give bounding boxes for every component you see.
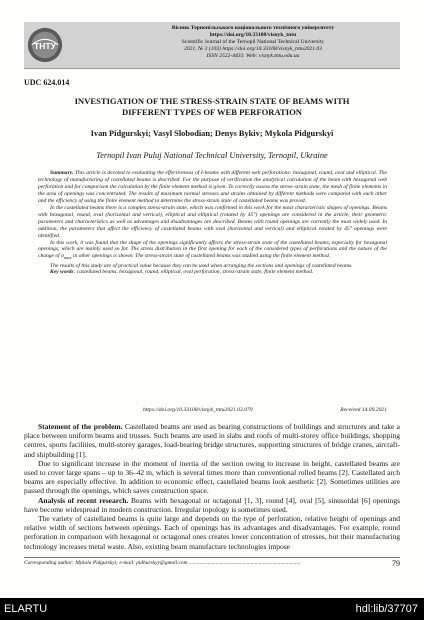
page-number: 79 xyxy=(392,559,400,568)
journal-name-ua: Вісник Тернопільського національного технічного університету xyxy=(171,25,335,31)
article-title xyxy=(24,96,400,117)
summary-text: This article is devoted to evaluating the effectiveness of I-beams with different web perforations: hexagonal, round, oval and elliptical. The technology of manufacturing of castellated beams is described. For the purpose of verification the analytical calculation of the beam with hexagonal web perforation and for comparison the calculation by the finite element method is given. To correctly assess the stress–strain state, the mesh of finite elements in the area of openings was concentrated. The results of maximum normal stresses and strains obtained by different methods were compared with each other and the efficiency of using the finite element method to determine the stress-strain state of castellated beams was proved. xyxy=(38,170,388,204)
issn-line: ISSN 2522-4433. Web: visnyk.tntu.edu.ua xyxy=(206,53,300,59)
issue-line: 2021, № 3 (103) https://doi.org/10.33108/visnyk_tntu2021.03 xyxy=(183,46,323,52)
journal-header-banner xyxy=(24,22,400,69)
abstract-paragraph xyxy=(38,240,387,263)
udc-code: UDC 624.014 xyxy=(24,78,70,87)
abstract-paragraph: The results of this study are of practical value because they can be used when arranging the sections and openings of castellated beams. xyxy=(50,262,353,269)
svg-text:ТНТУ: ТНТУ xyxy=(34,40,56,51)
analysis-text: Beams with hexagonal or octagonal [1, 3], round [4], oval [5], sinusoidal [6] openings have become widespread in modern construction. Irregular topology is sometimes used. xyxy=(24,495,400,514)
title-line-1: INVESTIGATION OF THE STRESS-STRAIN STATE OF BEAMS WITH xyxy=(74,96,350,106)
body-paragraph xyxy=(24,496,400,514)
received-date: Received 14.09.2021 xyxy=(340,407,387,413)
title-line-2: DIFFERENT TYPES OF WEB PERFORATION xyxy=(121,106,303,117)
body-paragraph: The variety of castellated beams is quite large and depends on the type of perforation, relative height of openings and relative width of sections between openings. Each of openings has its advantages and disadvantages. For example, round perforation in comparison with hexagonal or octagonal ones creates lower concentration of stresses, but their manufacturing technology increases metal waste. Also, existing beam manufacture technologies impose xyxy=(24,514,400,551)
repository-bar xyxy=(0,598,424,620)
abstract-paragraph xyxy=(38,170,387,205)
authors: Ivan Pidgurskyi; Vasyl Slobodian; Denys Bykiv; Mykola Pidgurskyi xyxy=(90,129,334,138)
journal-header-text xyxy=(108,25,398,60)
body-paragraph: Due to significant increase in the moment of inertia of the section owing to increase in height, castellated beams are used to cover large spans – up to 36–42 m, which is several times more than conventional rolled beams [2]. Castellated arch beams are especially effective. In addition to economic effect, castellated beams look aesthetic [2]. Sometimes utilities are passed through the openings, which saves construction space. xyxy=(24,458,400,496)
keywords-text: : castellated beams, hexagonal, round, elliptical, oval perforation, stress-strain state, finite element method. xyxy=(73,269,314,276)
keywords-label: Key words xyxy=(50,269,74,276)
page-footer xyxy=(24,557,400,566)
repository-name[interactable]: ELARTU xyxy=(4,603,48,615)
tntu-logo-icon xyxy=(26,26,64,64)
corresponding-author: Corresponding author: Mykola Pidgurskyi; e-mail: pidhurskyy@gmail.com ................................................................................... xyxy=(24,560,301,566)
abstract xyxy=(38,170,387,276)
abstract-paragraph: In the castellated beams there is a complex stress-strain state, which was confirmed in this work for the most characteristic shapes of openings. Beams with hexagonal, round, oval (horizontal and vertical), elliptical and elliptical (rotated by 45°) openings are considered in the article, their geometric parameters and characteristics as well as advantages and disadvantages are described. Beams with round openings are currently the most widely used. In addition, the parameters that affect the efficiency of castellated beams with oval (horizontal and vertical) and elliptical rotated by 45° openings were identified. xyxy=(38,204,387,239)
sigma-subscript: max xyxy=(63,255,72,261)
summary-label: Summary. xyxy=(50,170,74,176)
article-body xyxy=(24,422,400,551)
statement-text: Castellated beams are used as bearing constructions of buildings and structures and take a place between uniform beams and trusses. Such beams are used in slabs and roofs of multi-storey office buildings, shopping centres, sports facilities, multi-storey garages, load-bearing bridge structures, supporting structures of bridge cranes, aircraft- and shipbuilding [1]. xyxy=(24,422,400,459)
body-paragraph xyxy=(24,422,400,459)
article-doi-link[interactable]: https://doi.org/10.33108/visnyk_tntu2021.03.079 xyxy=(143,407,253,413)
summary-p3-part: In this work, it was found that the shape of the openings significantly affects the stress-strain state of the castellated beams, especially for hexagonal openings, which are mainly used so far. The stress distribution in the first opening for each of the considered types of perforations and the nature of the change of σ xyxy=(38,239,387,260)
summary-p3-part: in other openings is shown. The stress-strain state of castellated beams was studied using the finite element method. xyxy=(71,253,331,260)
section-heading-statement: Statement of the problem. xyxy=(38,422,123,431)
repository-handle[interactable]: hdl:lib/37707 xyxy=(355,603,418,615)
journal-name-en: Scientific Journal of the Ternopil National Technical University xyxy=(181,39,325,45)
section-heading-analysis: Analysis of recent research. xyxy=(38,495,129,505)
keywords xyxy=(38,269,387,276)
affiliation: Ternopil Ivan Puluj National Technical University, Ternopil, Ukraine xyxy=(96,151,328,160)
journal-doi-ua[interactable]: https://doi.org/10.33108/visnyk_tntu xyxy=(209,32,297,38)
